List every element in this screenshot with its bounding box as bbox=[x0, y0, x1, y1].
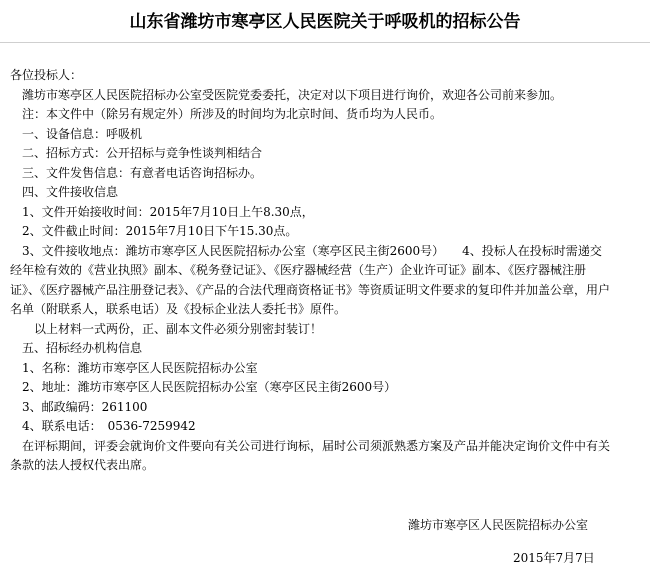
issue-date: 2015年7月7日 bbox=[513, 551, 595, 565]
section-equipment: 一、设备信息：呼吸机 bbox=[22, 126, 143, 141]
receive-deadline: 2、文件截止时间：2015年7月10日下午15.30点。 bbox=[22, 224, 298, 238]
section-receive: 四、文件接收信息 bbox=[22, 185, 119, 199]
note-line: 注：本文件中（除另有规定外）所涉及的时间均为北京时间、货币均为人民币。 bbox=[22, 107, 443, 121]
greeting: 各位投标人： bbox=[10, 68, 83, 82]
materials-note: 以上材料一式两份，正、副本文件必须分别密封装订！ bbox=[34, 321, 323, 336]
announcement-body bbox=[10, 66, 610, 476]
section-method: 二、招标方式：公开招标与竞争性谈判相结合 bbox=[22, 146, 263, 160]
title-divider bbox=[0, 42, 650, 43]
agency-postcode: 3、邮政编码：261100 bbox=[22, 399, 148, 414]
requirements-paragraph: 3、文件接收地点：潍坊市寒亭区人民医院招标办公室（寒亭区民主街2600号） 4、投标人在投标时需递交经年检有效的《营业执照》副本、《税务登记证》、《医疗器械经营（生产）企业许可证》副本、《医疗器械注册证》、《医疗器械产品注册登记表》、《产品的合法代理商资格证书》等资质证明文件要求的复印件并加盖公章，用户名单（附联系人，联系电话）及《投标企业法人委托书》原件。 bbox=[10, 243, 611, 316]
closing-paragraph: 在评标期间，评委会就询价文件要向有关公司进行询标，届时公司须派熟悉方案及产品并能决定询价文件中有关条款的法人授权代表出席。 bbox=[10, 438, 611, 472]
signature: 潍坊市寒亭区人民医院招标办公室 bbox=[408, 518, 589, 532]
section-agency: 五、招标经办机构信息 bbox=[22, 341, 143, 355]
section-sale: 三、文件发售信息：有意者电话咨询招标办。 bbox=[22, 165, 263, 180]
agency-name: 1、名称：潍坊市寒亭区人民医院招标办公室 bbox=[22, 360, 258, 375]
intro-line: 潍坊市寒亭区人民医院招标办公室受医院党委委托，决定对以下项目进行询价，欢迎各公司前来参加。 bbox=[22, 87, 563, 102]
page-title: 山东省潍坊市寒亭区人民医院关于呼吸机的招标公告 bbox=[129, 12, 521, 32]
receive-start: 1、文件开始接收时间：2015年7月10日上午8.30点， bbox=[22, 204, 314, 219]
agency-address: 2、地址：潍坊市寒亭区人民医院招标办公室（寒亭区民主街2600号） bbox=[22, 380, 397, 394]
agency-phone: 4、联系电话： 0536-7259942 bbox=[22, 419, 196, 433]
